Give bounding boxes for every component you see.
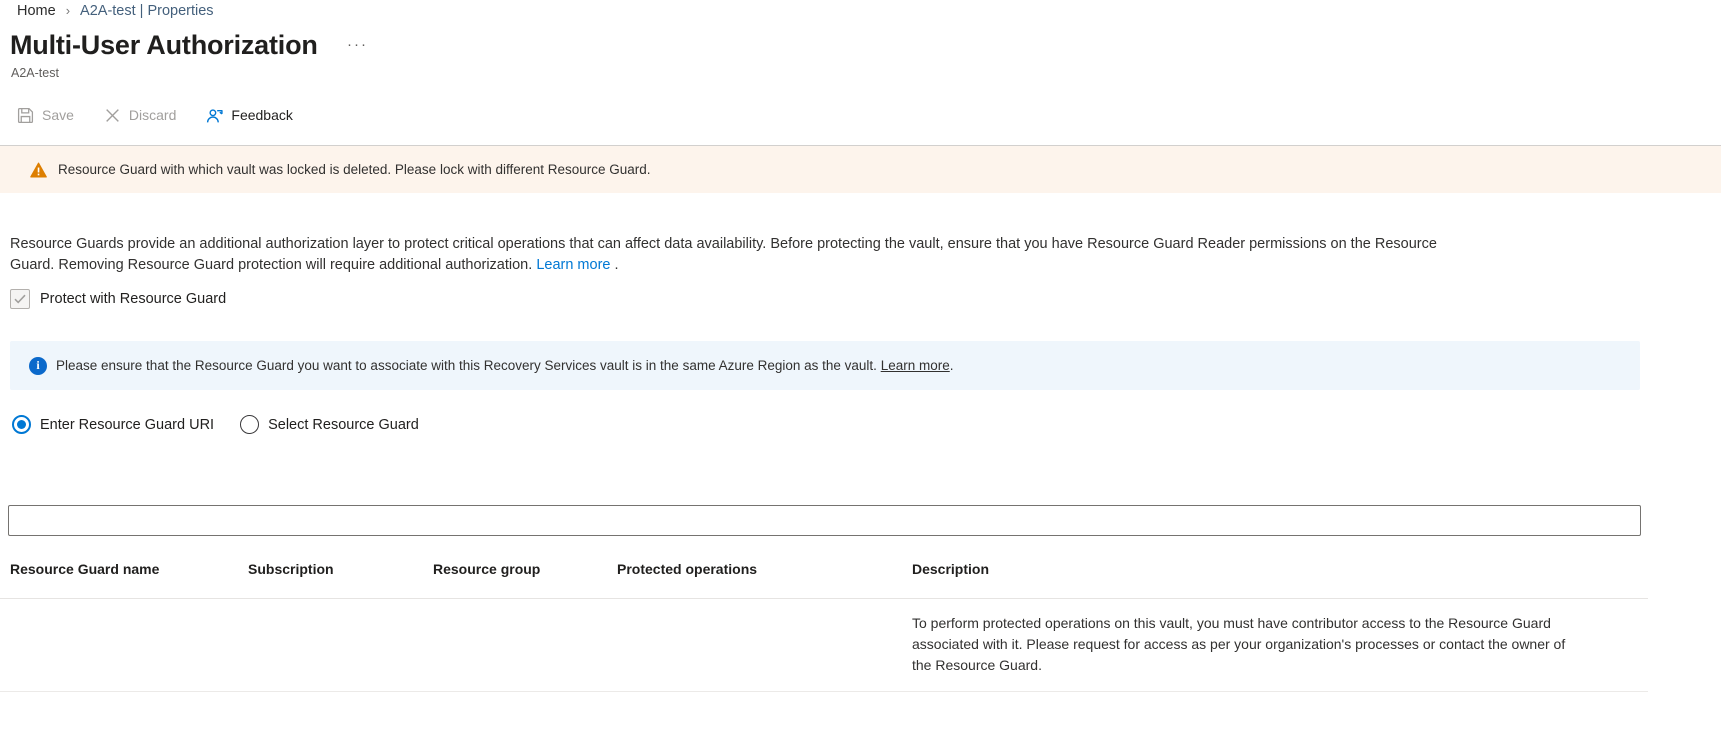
info-suffix: .	[949, 358, 954, 373]
discard-label: Discard	[128, 107, 177, 123]
close-icon	[104, 107, 121, 124]
breadcrumb	[17, 3, 214, 19]
intro-learn-more-link[interactable]: Learn more	[536, 257, 611, 273]
table-row-description-cell: To perform protected operations on this vault, you must have contributor access to the Resource Guard associated with it. Please request for access as per your organization's processes or contact the owner of the Resource Guard.	[912, 615, 1566, 673]
check-icon	[14, 294, 26, 304]
warning-message: Resource Guard with which vault was locked is deleted. Please lock with different Resource Guard.	[58, 162, 651, 177]
info-text: Please ensure that the Resource Guard you want to associate with this Recovery Services vault is in the same Azure Region as the vault.	[56, 358, 877, 373]
intro-paragraph	[10, 234, 1468, 276]
save-icon	[17, 107, 34, 124]
column-header-resource-guard-name[interactable]: Resource Guard name	[10, 561, 160, 577]
column-header-subscription[interactable]: Subscription	[248, 561, 334, 577]
feedback-icon	[206, 107, 223, 124]
resource-guard-table-header	[0, 561, 1648, 581]
breadcrumb-current-link[interactable]: A2A-test | Properties	[80, 3, 214, 19]
command-toolbar	[17, 99, 293, 131]
breadcrumb-home-link[interactable]: Home	[17, 3, 56, 19]
discard-button[interactable]	[104, 107, 176, 124]
page-title: Multi-User Authorization	[10, 30, 318, 60]
info-learn-more-link[interactable]: Learn more	[880, 358, 950, 373]
feedback-button[interactable]	[206, 107, 292, 124]
radio-enter-resource-guard-uri[interactable]	[12, 415, 214, 434]
feedback-label: Feedback	[231, 107, 293, 123]
radio-selected-icon	[12, 415, 31, 434]
more-options-icon[interactable]: ···	[347, 36, 368, 53]
info-banner	[10, 341, 1640, 390]
radio-label: Enter Resource Guard URI	[40, 416, 215, 433]
column-header-protected-operations[interactable]: Protected operations	[617, 561, 758, 577]
intro-suffix: .	[610, 257, 619, 273]
warning-banner	[0, 146, 1721, 193]
table-header-divider	[0, 598, 1648, 599]
protect-checkbox-label: Protect with Resource Guard	[40, 291, 227, 307]
protect-checkbox[interactable]	[10, 289, 30, 309]
radio-unselected-icon	[240, 415, 259, 434]
warning-triangle-icon	[30, 162, 48, 178]
chevron-right-icon: ›	[65, 3, 71, 18]
table-row-divider	[0, 691, 1648, 692]
protect-checkbox-row	[10, 289, 226, 309]
resource-guard-mode-radio-group	[12, 415, 419, 434]
column-header-description[interactable]: Description	[912, 561, 990, 577]
info-message	[56, 358, 954, 373]
resource-guard-uri-input[interactable]	[8, 505, 1641, 536]
column-header-resource-group[interactable]: Resource group	[433, 561, 541, 577]
radio-select-resource-guard[interactable]	[240, 415, 419, 434]
save-button[interactable]	[17, 107, 74, 124]
radio-label: Select Resource Guard	[268, 416, 419, 433]
info-icon: i	[29, 357, 47, 375]
save-label: Save	[42, 107, 74, 123]
intro-text: Resource Guards provide an additional authorization layer to protect critical operations that can affect data availability. Before protecting the vault, ensure that you have Resource Guard Reader permissions on the Resource Guard. Removing Resource Guard protection will require additional authorization.	[10, 236, 1437, 273]
page-subtitle: A2A-test	[11, 66, 59, 80]
